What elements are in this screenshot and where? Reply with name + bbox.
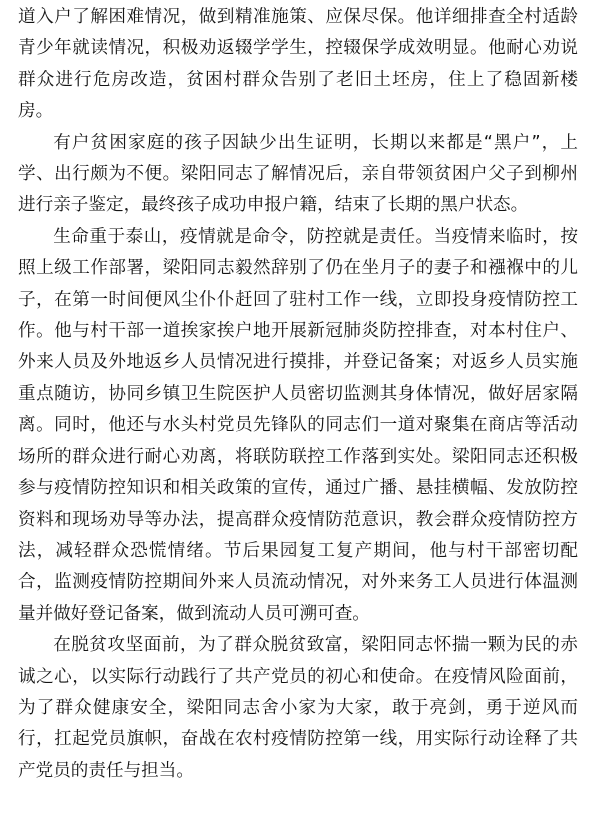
- paragraph-continuation: 道入户了解困难情况，做到精准施策、应保尽保。他详细排查全村适龄青少年就读情况，积极劝返辍学学生，控辍保学成效明显。他耐心劝说群众进行危房改造，贫困村群众告别了老旧土坯房，住上了稳固新楼房。: [18, 7, 578, 122]
- paragraph-conclusion: 在脱贫攻坚面前，为了群众脱贫致富，梁阳同志怀揣一颗为民的赤诚之心，以实际行动践行了共产党员的初心和使命。在疫情风险面前，为了群众健康安全，梁阳同志舍小家为大家，敢于亮剑，勇于逆风而行，扛起党员旗帜，奋战在农村疫情防控第一线，用实际行动诠释了共产党员的责任与担当。: [18, 635, 578, 781]
- paragraph-epidemic-control: 生命重于泰山，疫情就是命令，防控就是责任。当疫情来临时，按照上级工作部署，梁阳同志毅然辞别了仍在坐月子的妻子和襁褓中的儿子，在第一时间便风尘仆仆赶回了驻村工作一线，立即投身疫情防控工作。他与村干部一道挨家挨户地开展新冠肺炎防控排查，对本村住户、外来人员及外地返乡人员情况进行摸排，并登记备案；对返乡人员实施重点随访，协同乡镇卫生院医护人员密切监测其身体情况，做好居家隔离。同时，他还与水头村党员先锋队的同志们一道对聚集在商店等活动场所的群众进行耐心劝离，将联防联控工作落到实处。梁阳同志还积极参与疫情防控知识和相关政策的宣传，通过广播、悬挂横幅、发放防控资料和现场劝导等办法，提高群众疫情防范意识，教会群众疫情防控方法，减轻群众恐慌情绪。节后果园复工复产期间，他与村干部密切配合，监测疫情防控期间外来人员流动情况，对外来务工人员进行体温测量并做好登记备案，做到流动人员可溯可查。: [18, 226, 578, 624]
- paragraph-birth-certificate: 有户贫困家庭的孩子因缺少出生证明，长期以来都是“黑户”，上学、出行颇为不便。梁阳同志了解情况后，亲自带领贫困户父子到柳州进行亲子鉴定，最终孩子成功申报户籍，结束了长期的黑户状态。: [18, 132, 578, 216]
